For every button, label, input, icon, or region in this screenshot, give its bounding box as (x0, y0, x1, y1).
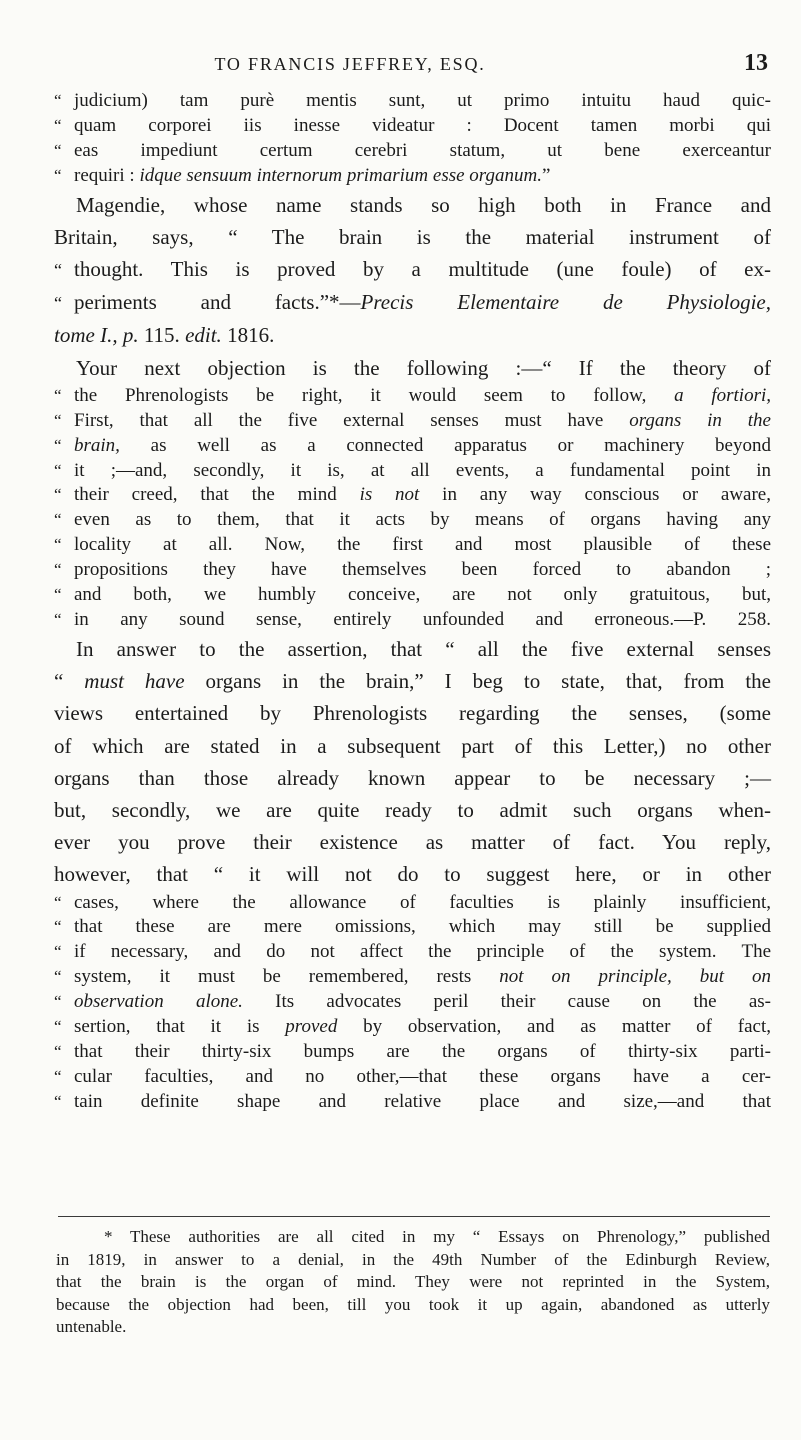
text-line: “ cular faculties, and no other,—that these organs have a cer- (54, 1065, 771, 1087)
footnote-line: that the brain is the organ of mind. They were not reprinted in the System, (56, 1272, 770, 1291)
text-line: “ even as to them, that it acts by means of organs having any (54, 509, 771, 531)
text-line: “ judicium) tam purè mentis sunt, ut primo intuitu haud quic- (54, 90, 771, 111)
text-line: “ must have organs in the brain,” I beg to state, that, from the (54, 669, 771, 694)
text-line: organs than those already known appear to be necessary ;— (54, 765, 771, 790)
text-line: “ cases, where the allowance of faculties is plainly insufficient, (54, 891, 771, 913)
footnote (56, 1226, 770, 1339)
text-line: “ quam corporei iis inesse videatur : Docent tamen morbi qui (54, 114, 771, 136)
text-line: “ First, that all the five external senses must have organs in the (54, 409, 771, 431)
text-line: “ periments and facts.”*—Precis Elementaire de Physiologie, (54, 290, 771, 315)
text-line: “ requiri : idque sensuum internorum primarium esse organum.” (54, 164, 551, 186)
text-line: “ observation alone. Its advocates peril their cause on the as- (54, 991, 771, 1013)
text-line: however, that “ it will not do to suggest here, or in other (54, 862, 771, 887)
text-line: “ if necessary, and do not affect the principle of the system. The (54, 941, 771, 963)
text-line: views entertained by Phrenologists regarding the senses, (some (54, 701, 771, 726)
text-line: “ locality at all. Now, the first and most plausible of these (54, 534, 771, 556)
footnote-line: because the objection had been, till you took it up again, abandoned as utterly (56, 1294, 770, 1314)
footnote-divider (58, 1216, 770, 1217)
text-line: “ brain, as well as a connected apparatus or machinery beyond (54, 434, 771, 456)
page-number: 13 (744, 50, 768, 76)
text-line: “ that their thirty-six bumps are the organs of thirty-six parti- (54, 1040, 771, 1062)
text-line: “ propositions they have themselves been forced to abandon ; (54, 559, 771, 581)
text-line: In answer to the assertion, that “ all the five external senses (76, 636, 771, 661)
text-line: “ system, it must be remembered, rests not on principle, but on (54, 966, 771, 988)
text-line: but, secondly, we are quite ready to admit such organs when- (54, 797, 771, 822)
text-line: Magendie, whose name stands so high both in France and (76, 192, 771, 217)
text-line: “ their creed, that the mind is not in any way conscious or aware, (54, 484, 771, 506)
footnote-line: * These authorities are all cited in my “ Essays on Phrenology,” published (104, 1227, 770, 1246)
text-line: Your next objection is the following :—“ If the theory of (76, 355, 771, 380)
text-line: ever you prove their existence as matter of fact. You reply, (54, 830, 771, 855)
text-line: of which are stated in a subsequent part of this Letter,) no other (54, 733, 771, 758)
footnote-line: untenable. (56, 1317, 127, 1336)
text-line: tome I., p. 115. edit. 1816. (54, 323, 275, 348)
text-line: “ tain definite shape and relative place and size,—and that (54, 1090, 771, 1112)
text-line: “ that these are mere omissions, which may still be supplied (54, 916, 771, 938)
text-line: Britain, says, “ The brain is the material instrument of (54, 224, 771, 249)
running-head: TO FRANCIS JEFFREY, ESQ. (214, 54, 486, 74)
text-line: “ and both, we humbly conceive, are not only gratuitous, but, (54, 584, 771, 606)
text-line: “ the Phrenologists be right, it would seem to follow, a fortiori, (54, 384, 771, 406)
text-line: “ thought. This is proved by a multitude (une foule) of ex- (54, 257, 771, 282)
text-line: “ it ;—and, secondly, it is, at all events, a fundamental point in (54, 459, 771, 481)
text-line: “ sertion, that it is proved by observation, and as matter of fact, (54, 1016, 771, 1038)
text-line: “ eas impediunt certum cerebri statum, ut bene exerceantur (54, 139, 771, 161)
footnote-line: in 1819, in answer to a denial, in the 49th Number of the Edinburgh Review, (56, 1249, 770, 1269)
text-line: “ in any sound sense, entirely unfounded and erroneous.—P. 258. (54, 609, 771, 630)
body-text (54, 89, 771, 1115)
